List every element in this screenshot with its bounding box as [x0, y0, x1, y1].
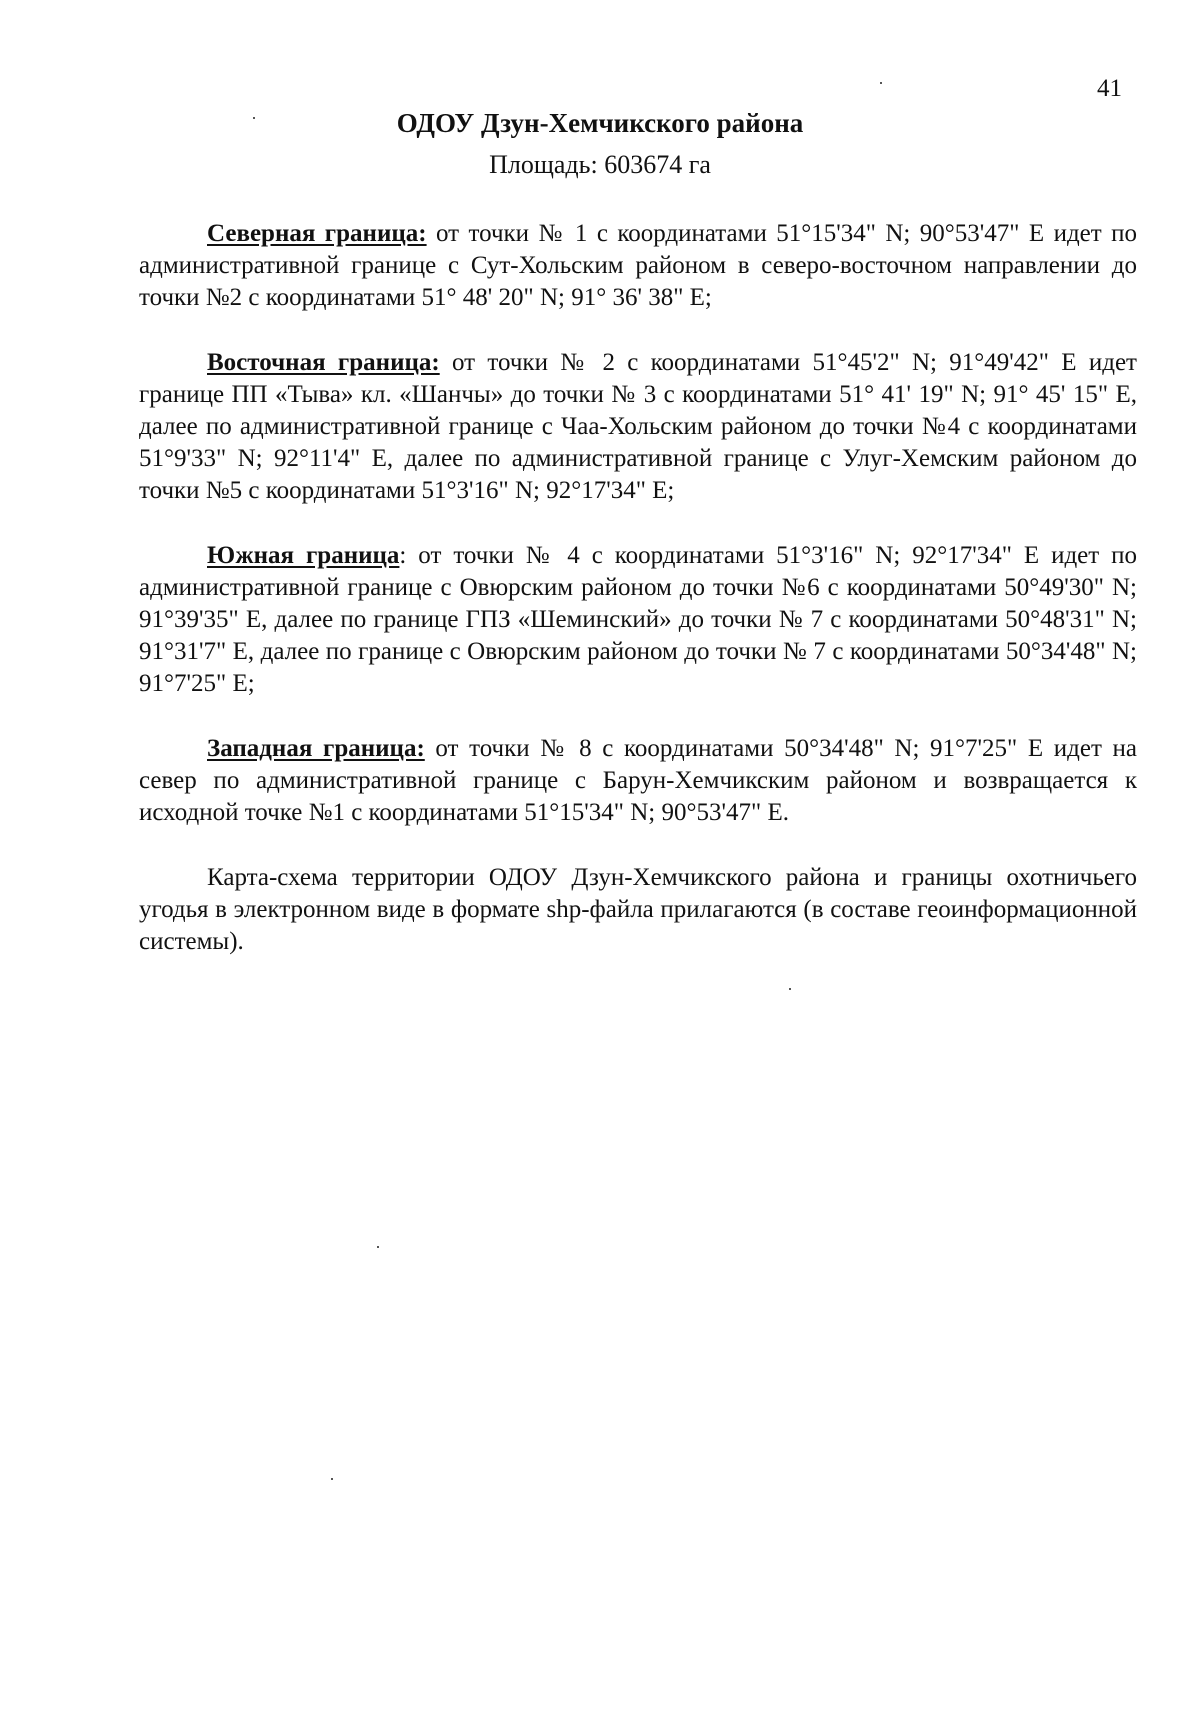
closing-paragraph: Карта-схема территории ОДОУ Дзун-Хемчикского района и границы охотничьего угодья в электронном виде в формате shp-файла прилагаются (в составе геоинформационной системы). [139, 864, 1137, 955]
scan-speck [880, 82, 882, 84]
section-text-east: от точки № 2 с координатами 51°45'2" N; 91°49'42" E идет границе ПП «Тыва» кл. «Шанчы» до точки № 3 с координатами 51° 41' 19" N; 91° 45' 15" E, далее по административной границе с Чаа-Хольским районом до точки №4 с координатами 51°9'33" N; 92°11'4" E, далее по административной границе с Улуг-Хемским районом до точки №5 с координатами 51°3'16" N; 92°17'34" E; [139, 349, 1137, 504]
scan-speck [377, 1246, 379, 1248]
section-heading-north: Северная граница: [207, 220, 427, 247]
scan-speck [331, 1478, 333, 1480]
document-body [139, 218, 1137, 958]
section-east [139, 347, 1137, 507]
section-text-north: от точки № 1 с координатами 51°15'34" N; 90°53'47" E идет по административной границе с Сут-Хольским районом в северо-восточном направлении до точки №2 с координатами 51° 48' 20" N; 91° 36' 38" E; [139, 220, 1137, 311]
document-title: ОДОУ Дзун-Хемчикского района [396, 108, 804, 138]
section-north [139, 218, 1137, 314]
area-line: Площадь: 603674 га [489, 150, 711, 179]
scan-speck [789, 988, 791, 990]
scan-speck [253, 117, 255, 119]
section-heading-south: Южная граница [207, 542, 400, 569]
section-heading-west: Западная граница: [207, 735, 425, 762]
section-text-south: : от точки № 4 с координатами 51°3'16" N; 92°17'34" E идет по административной границе с Овюрским районом до точки №6 с координатами 50°49'30" N; 91°39'35" E, далее по границе ГПЗ «Шеминский» до точки № 7 с координатами 50°48'31" N; 91°31'7" E, далее по границе с Овюрским районом до точки № 7 с координатами 50°34'48" N; 91°7'25" E; [139, 542, 1137, 697]
section-heading-east: Восточная граница: [207, 349, 440, 376]
section-south [139, 540, 1137, 700]
section-text-west: от точки № 8 с координатами 50°34'48" N; 91°7'25" E идет на север по административной границе с Барун-Хемчикским районом и возвращается к исходной точке №1 с координатами 51°15'34" N; 90°53'47" E. [139, 735, 1137, 826]
page-number: 41 [1097, 75, 1122, 102]
section-west [139, 733, 1137, 829]
